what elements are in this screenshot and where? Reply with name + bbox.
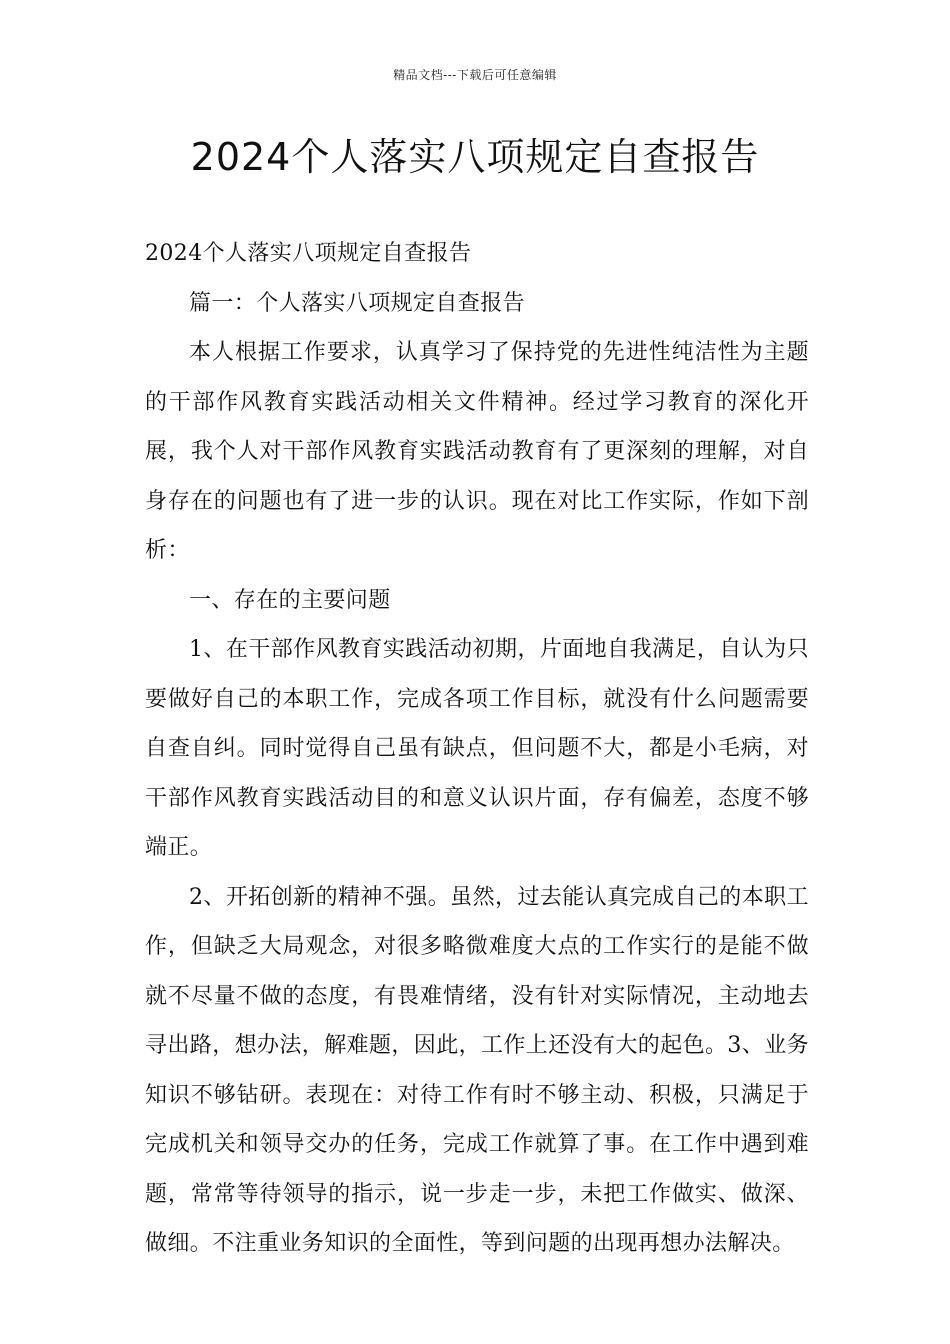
paragraph-item-1: 1、在干部作风教育实践活动初期，片面地自我满足，自认为只要做好自己的本职工作，完成各项工作目标，就没有什么问题需要自查自纠。同时觉得自己虽有缺点，但问题不大，都是小毛病，对干部作风教育实践活动目的和意义认识片面，存有偏差，态度不够端正。 bbox=[145, 637, 809, 860]
document-title: 2024个人落实八项规定自查报告 bbox=[190, 135, 760, 179]
section-label: 篇一：个人落实八项规定自查报告 bbox=[189, 290, 526, 316]
header-watermark: 精品文档---下载后可任意编辑 bbox=[393, 68, 557, 82]
paragraph-item-2: 2、开拓创新的精神不强。虽然，过去能认真完成自己的本职工作，但缺乏大局观念，对很多略微难度大点的工作实行的是能不做就不尽量不做的态度，有畏难情绪，没有针对实际情况，主动地去寻出路，想办法，解难题，因此，工作上还没有大的起色。3、业务知识不够钻研。表现在：对待工作有时不够主动、积极，只满足于完成机关和领导交办的任务，完成工作就算了事。在工作中遇到难题，常常等待领导的指示，说一步走一步，未把工作做实、做深、做细。不注重业务知识的全面性，等到问题的出现再想办法解决。 bbox=[145, 884, 809, 1256]
paragraph-intro: 本人根据工作要求，认真学习了保持党的先进性纯洁性为主题的干部作风教育实践活动相关文件精神。经过学习教育的深化开展，我个人对干部作风教育实践活动教育有了更深刻的理解，对自身存在的问题也有了进一步的认识。现在对比工作实际，作如下剖析： bbox=[145, 340, 809, 563]
heading-main-problems: 一、存在的主要问题 bbox=[189, 587, 391, 613]
subtitle: 2024个人落实八项规定自查报告 bbox=[145, 241, 472, 266]
document-body bbox=[145, 229, 809, 1269]
